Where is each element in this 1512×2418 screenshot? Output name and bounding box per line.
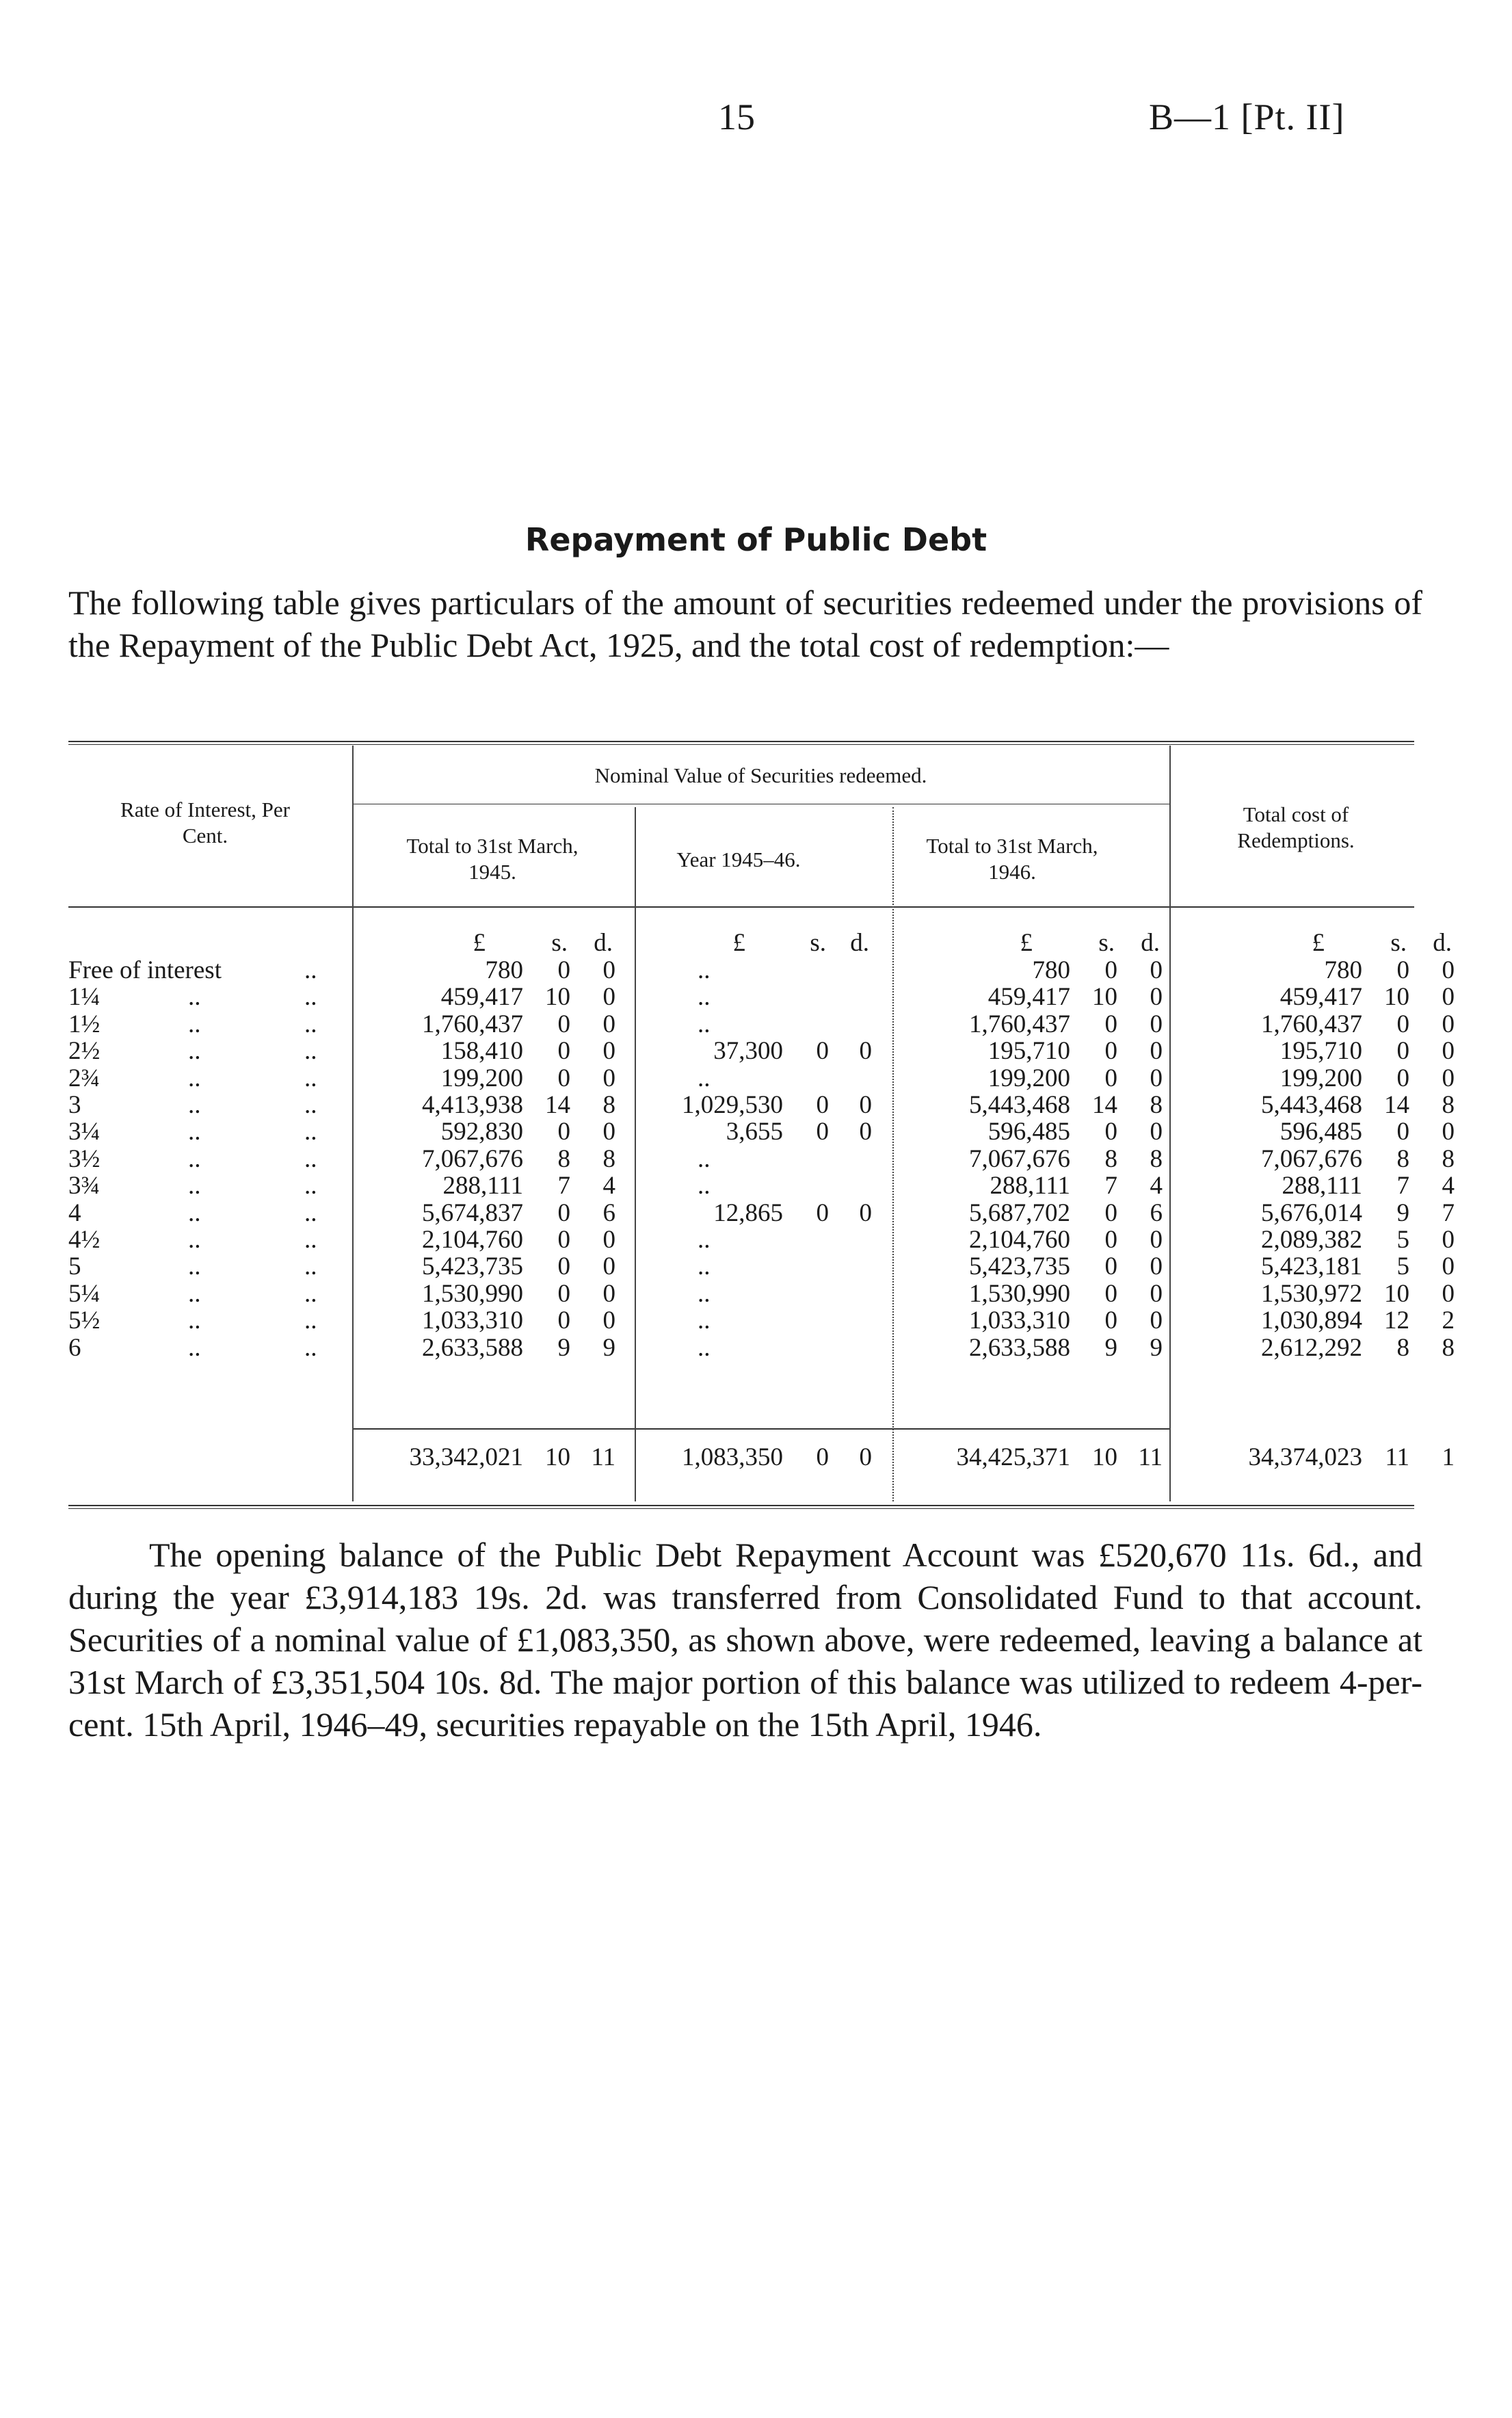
amount-shillings-d: 0 — [1396, 1118, 1409, 1146]
leader-dots: .. — [188, 1172, 201, 1200]
leader-dots: .. — [188, 1091, 201, 1119]
intro-paragraph: The following table gives particulars of the amount of securities redeemed under the provisions of the Repayment of the Public Debt Act, 1925, and the total cost of redemption:— — [68, 583, 1422, 664]
amount-shillings-c: 0 — [1104, 1064, 1117, 1092]
empty-cell-b: .. — [698, 1306, 711, 1335]
col-divider-4 — [1169, 746, 1171, 1501]
amount-pounds-d: 780 — [1324, 956, 1362, 984]
total-pounds-d: 34,374,023 — [1248, 1443, 1362, 1471]
amount-pounds-c: 195,710 — [987, 1037, 1070, 1065]
amount-shillings-d: 0 — [1396, 1037, 1409, 1065]
amount-shillings-a: 0 — [557, 1118, 570, 1146]
empty-cell-b: .. — [698, 1010, 711, 1038]
rate-cell: 1¼ — [68, 983, 101, 1011]
leader-dots: .. — [304, 983, 317, 1011]
amount-shillings-c: 0 — [1104, 1226, 1117, 1254]
rate-cell: 2¾ — [68, 1064, 101, 1092]
amount-shillings-d: 5 — [1396, 1252, 1409, 1280]
amount-shillings-a: 0 — [557, 1226, 570, 1254]
amount-pounds-b: 1,029,530 — [682, 1091, 783, 1119]
unit-pound-b: £ — [732, 929, 745, 957]
amount-pence-c: 0 — [1150, 1010, 1163, 1038]
table-top-rule-2 — [68, 744, 1414, 745]
amount-pounds-c: 5,423,735 — [969, 1252, 1070, 1280]
amount-pence-c: 0 — [1150, 1037, 1163, 1065]
amount-pounds-a: 1,530,990 — [422, 1280, 523, 1308]
amount-shillings-c: 0 — [1104, 1037, 1117, 1065]
amount-shillings-a: 8 — [557, 1145, 570, 1173]
amount-pounds-c: 1,760,437 — [969, 1010, 1070, 1038]
rate-cell: 5½ — [68, 1306, 101, 1335]
unit-pound-d: £ — [1312, 929, 1325, 957]
amount-pounds-c: 459,417 — [987, 983, 1070, 1011]
amount-pounds-c: 288,111 — [990, 1172, 1070, 1200]
amount-pence-d: 0 — [1442, 1252, 1455, 1280]
leader-dots: .. — [304, 1010, 317, 1038]
leader-dots: .. — [304, 1145, 317, 1173]
empty-cell-b: .. — [698, 956, 711, 984]
amount-pounds-d: 1,530,972 — [1261, 1280, 1362, 1308]
amount-pence-c: 0 — [1150, 956, 1163, 984]
amount-pounds-c: 5,443,468 — [969, 1091, 1070, 1119]
total-pence-d: 1 — [1442, 1443, 1455, 1471]
amount-pence-d: 0 — [1442, 1064, 1455, 1092]
amount-pounds-c: 199,200 — [987, 1064, 1070, 1092]
rate-cell: 1½ — [68, 1010, 101, 1038]
leader-dots: .. — [188, 983, 201, 1011]
rate-cell: Free of interest — [68, 956, 222, 984]
leader-dots: .. — [304, 1091, 317, 1119]
amount-shillings-c: 0 — [1104, 1280, 1117, 1308]
amount-pence-c: 0 — [1150, 983, 1163, 1011]
amount-pounds-a: 2,104,760 — [422, 1226, 523, 1254]
amount-shillings-d: 0 — [1396, 956, 1409, 984]
amount-shillings-d: 10 — [1384, 983, 1409, 1011]
amount-shillings-a: 7 — [557, 1172, 570, 1200]
leader-dots: .. — [188, 1145, 201, 1173]
amount-shillings-d: 5 — [1396, 1226, 1409, 1254]
amount-shillings-c: 14 — [1092, 1091, 1117, 1119]
amount-pounds-a: 7,067,676 — [422, 1145, 523, 1173]
unit-s-c: s. — [1098, 929, 1115, 957]
amount-shillings-b: 0 — [816, 1091, 829, 1119]
amount-pence-c: 8 — [1150, 1145, 1163, 1173]
amount-shillings-c: 0 — [1104, 1252, 1117, 1280]
empty-cell-b: .. — [698, 983, 711, 1011]
amount-pounds-a: 5,674,837 — [422, 1199, 523, 1227]
amount-pounds-d: 7,067,676 — [1261, 1145, 1362, 1173]
leader-dots: .. — [188, 1306, 201, 1335]
amount-pounds-c: 780 — [1032, 956, 1070, 984]
unit-d-a: d. — [594, 929, 613, 957]
unit-d-c: d. — [1141, 929, 1160, 957]
amount-pence-a: 0 — [602, 1037, 615, 1065]
amount-pence-b: 0 — [859, 1037, 872, 1065]
amount-pounds-a: 158,410 — [440, 1037, 523, 1065]
amount-shillings-d: 0 — [1396, 1064, 1409, 1092]
amount-pence-b: 0 — [859, 1091, 872, 1119]
page-number: 15 — [718, 96, 755, 137]
amount-shillings-a: 0 — [557, 956, 570, 984]
amount-shillings-c: 0 — [1104, 956, 1117, 984]
leader-dots: .. — [188, 1118, 201, 1146]
leader-dots: .. — [188, 1010, 201, 1038]
amount-pounds-d: 596,485 — [1279, 1118, 1362, 1146]
amount-pounds-b: 37,300 — [713, 1037, 783, 1065]
amount-pence-a: 0 — [602, 1010, 615, 1038]
leader-dots: .. — [188, 1226, 201, 1254]
total-pence-b: 0 — [859, 1443, 872, 1471]
total-shillings-b: 0 — [816, 1443, 829, 1471]
amount-pence-b: 0 — [859, 1118, 872, 1146]
amount-shillings-d: 9 — [1396, 1199, 1409, 1227]
amount-pounds-d: 2,612,292 — [1261, 1334, 1362, 1362]
amount-pence-c: 0 — [1150, 1252, 1163, 1280]
leader-dots: .. — [304, 1306, 317, 1335]
amount-pence-d: 8 — [1442, 1091, 1455, 1119]
amount-pence-a: 8 — [602, 1091, 615, 1119]
amount-pence-a: 0 — [602, 1226, 615, 1254]
amount-pence-c: 0 — [1150, 1118, 1163, 1146]
amount-shillings-d: 7 — [1396, 1172, 1409, 1200]
header-rate: Rate of Interest, Per Cent. — [120, 798, 290, 847]
total-pounds-c: 34,425,371 — [956, 1443, 1070, 1471]
amount-pounds-d: 1,030,894 — [1261, 1306, 1362, 1335]
amount-pence-c: 0 — [1150, 1306, 1163, 1335]
amount-pounds-c: 5,687,702 — [969, 1199, 1070, 1227]
amount-pence-c: 4 — [1150, 1172, 1163, 1200]
header-year: Year 1945–46. — [676, 847, 801, 871]
amount-shillings-d: 8 — [1396, 1145, 1409, 1173]
amount-pence-a: 0 — [602, 983, 615, 1011]
amount-pence-d: 0 — [1442, 1280, 1455, 1308]
rate-cell: 3¾ — [68, 1172, 101, 1200]
table-bottom-rule-2 — [68, 1508, 1414, 1509]
amount-shillings-c: 7 — [1104, 1172, 1117, 1200]
leader-dots: .. — [304, 1226, 317, 1254]
amount-pounds-c: 2,633,588 — [969, 1334, 1070, 1362]
unit-pound-a: £ — [473, 929, 486, 957]
col-divider-1 — [352, 746, 354, 1501]
unit-d-b: d. — [850, 929, 869, 957]
rate-cell: 2½ — [68, 1037, 101, 1065]
amount-pence-a: 0 — [602, 1280, 615, 1308]
amount-pence-a: 0 — [602, 1118, 615, 1146]
leader-dots: .. — [304, 1334, 317, 1362]
amount-shillings-a: 0 — [557, 1199, 570, 1227]
rate-cell: 3 — [68, 1091, 81, 1119]
amount-shillings-a: 10 — [545, 983, 570, 1011]
rate-cell: 4½ — [68, 1226, 101, 1254]
unit-s-d: s. — [1390, 929, 1407, 957]
amount-pence-a: 8 — [602, 1145, 615, 1173]
amount-shillings-d: 10 — [1384, 1280, 1409, 1308]
amount-pounds-a: 780 — [485, 956, 523, 984]
amount-pence-c: 8 — [1150, 1091, 1163, 1119]
leader-dots: .. — [188, 1064, 201, 1092]
header-total-1945: Total to 31st March, 1945. — [406, 834, 579, 884]
unit-pound-c: £ — [1020, 929, 1033, 957]
amount-pence-d: 7 — [1442, 1199, 1455, 1227]
amount-pounds-d: 1,760,437 — [1261, 1010, 1362, 1038]
unit-s-b: s. — [810, 929, 826, 957]
empty-cell-b: .. — [698, 1064, 711, 1092]
amount-shillings-a: 0 — [557, 1252, 570, 1280]
total-shillings-c: 10 — [1092, 1443, 1117, 1471]
leader-dots: .. — [304, 1064, 317, 1092]
page-reference: B—1 [Pt. II] — [1149, 96, 1345, 137]
amount-pence-c: 6 — [1150, 1199, 1163, 1227]
amount-pounds-d: 5,676,014 — [1261, 1199, 1362, 1227]
amount-pounds-d: 5,443,468 — [1261, 1091, 1362, 1119]
amount-pounds-c: 596,485 — [987, 1118, 1070, 1146]
rate-cell: 3¼ — [68, 1118, 101, 1146]
header-total-1946: Total to 31st March, 1946. — [926, 834, 1098, 884]
amount-pounds-a: 1,033,310 — [422, 1306, 523, 1335]
total-pounds-b: 1,083,350 — [682, 1443, 783, 1471]
amount-shillings-c: 0 — [1104, 1010, 1117, 1038]
total-shillings-d: 11 — [1385, 1443, 1409, 1471]
amount-pence-a: 0 — [602, 956, 615, 984]
empty-cell-b: .. — [698, 1334, 711, 1362]
total-pounds-a: 33,342,021 — [409, 1443, 523, 1471]
amount-pounds-a: 288,111 — [442, 1172, 523, 1200]
leader-dots: .. — [188, 1037, 201, 1065]
amount-pounds-c: 7,067,676 — [969, 1145, 1070, 1173]
amount-shillings-a: 0 — [557, 1064, 570, 1092]
header-nominal: Nominal Value of Securities redeemed. — [594, 763, 927, 787]
amount-pence-d: 0 — [1442, 983, 1455, 1011]
total-pence-a: 11 — [591, 1443, 615, 1471]
amount-pence-a: 0 — [602, 1252, 615, 1280]
amount-pence-c: 0 — [1150, 1280, 1163, 1308]
amount-pence-d: 2 — [1442, 1306, 1455, 1335]
amount-pence-d: 0 — [1442, 956, 1455, 984]
amount-pence-d: 0 — [1442, 1010, 1455, 1038]
amount-pounds-b: 12,865 — [713, 1199, 783, 1227]
amount-shillings-c: 0 — [1104, 1118, 1117, 1146]
closing-paragraph: The opening balance of the Public Debt Repayment Account was £520,670 11s. 6d., and during the year £3,914,183 19s. 2d. was transferred from Consolidated Fund to that account. Securities of a nominal value of £1,083,350, as shown above, were redeemed, leaving a balance at 31st March of £3,351,504 10s. 8d. The major portion of this balance was utilized to redeem 4-per-cent. 15th April, 1946–49, securities repayable on the 15th April, 1946. — [68, 1536, 1422, 1744]
amount-shillings-a: 0 — [557, 1010, 570, 1038]
col-divider-2 — [635, 807, 636, 1501]
empty-cell-b: .. — [698, 1172, 711, 1200]
amount-pounds-d: 2,089,382 — [1261, 1226, 1362, 1254]
rate-cell: 4 — [68, 1199, 81, 1227]
amount-pounds-c: 1,530,990 — [969, 1280, 1070, 1308]
amount-shillings-c: 0 — [1104, 1199, 1117, 1227]
amount-pounds-a: 459,417 — [440, 983, 523, 1011]
amount-pence-c: 0 — [1150, 1064, 1163, 1092]
amount-shillings-c: 10 — [1092, 983, 1117, 1011]
leader-dots: .. — [304, 1037, 317, 1065]
amount-shillings-c: 9 — [1104, 1334, 1117, 1362]
amount-shillings-a: 0 — [557, 1280, 570, 1308]
amount-pence-a: 0 — [602, 1306, 615, 1335]
col-divider-3 — [892, 807, 894, 1501]
amount-shillings-a: 0 — [557, 1306, 570, 1335]
rate-cell: 3½ — [68, 1145, 101, 1173]
amount-pence-d: 8 — [1442, 1145, 1455, 1173]
leader-dots: .. — [304, 1172, 317, 1200]
amount-pence-c: 9 — [1150, 1334, 1163, 1362]
amount-pounds-d: 459,417 — [1279, 983, 1362, 1011]
amount-pounds-a: 592,830 — [440, 1118, 523, 1146]
amount-pounds-a: 5,423,735 — [422, 1252, 523, 1280]
table-bottom-rule — [68, 1505, 1414, 1506]
empty-cell-b: .. — [698, 1252, 711, 1280]
amount-pounds-d: 195,710 — [1279, 1037, 1362, 1065]
leader-dots: .. — [188, 1252, 201, 1280]
unit-d-d: d. — [1433, 929, 1452, 957]
empty-cell-b: .. — [698, 1145, 711, 1173]
amount-pence-d: 0 — [1442, 1118, 1455, 1146]
amount-pounds-a: 2,633,588 — [422, 1334, 523, 1362]
leader-dots: .. — [188, 1334, 201, 1362]
amount-pence-a: 0 — [602, 1064, 615, 1092]
amount-shillings-b: 0 — [816, 1118, 829, 1146]
empty-cell-b: .. — [698, 1226, 711, 1254]
amount-pence-c: 0 — [1150, 1226, 1163, 1254]
amount-pounds-c: 1,033,310 — [969, 1306, 1070, 1335]
amount-pence-a: 6 — [602, 1199, 615, 1227]
amount-shillings-c: 0 — [1104, 1306, 1117, 1335]
total-shillings-a: 10 — [545, 1443, 570, 1471]
amount-pence-a: 9 — [602, 1334, 615, 1362]
amount-shillings-d: 0 — [1396, 1010, 1409, 1038]
rate-cell: 6 — [68, 1334, 81, 1362]
leader-dots: .. — [304, 956, 317, 984]
unit-s-a: s. — [551, 929, 568, 957]
amount-pounds-a: 1,760,437 — [422, 1010, 523, 1038]
amount-pounds-d: 288,111 — [1282, 1172, 1362, 1200]
amount-pence-d: 0 — [1442, 1037, 1455, 1065]
table-top-rule — [68, 741, 1414, 742]
amount-pence-d: 0 — [1442, 1226, 1455, 1254]
amount-pounds-b: 3,655 — [726, 1118, 783, 1146]
amount-shillings-d: 12 — [1384, 1306, 1409, 1335]
amount-shillings-b: 0 — [816, 1037, 829, 1065]
totals-rule — [352, 1428, 1169, 1430]
amount-shillings-d: 14 — [1384, 1091, 1409, 1119]
amount-shillings-a: 0 — [557, 1037, 570, 1065]
amount-pounds-a: 199,200 — [440, 1064, 523, 1092]
table-header-rule — [68, 906, 1414, 908]
empty-cell-b: .. — [698, 1280, 711, 1308]
leader-dots: .. — [304, 1118, 317, 1146]
amount-shillings-c: 8 — [1104, 1145, 1117, 1173]
amount-pounds-d: 5,423,181 — [1261, 1252, 1362, 1280]
amount-pounds-d: 199,200 — [1279, 1064, 1362, 1092]
header-cost: Total cost of Redemptions. — [1237, 802, 1355, 852]
amount-pounds-a: 4,413,938 — [422, 1091, 523, 1119]
leader-dots: .. — [188, 1280, 201, 1308]
rate-cell: 5 — [68, 1252, 81, 1280]
amount-pence-d: 4 — [1442, 1172, 1455, 1200]
section-title: Repayment of Public Debt — [525, 521, 987, 558]
amount-shillings-d: 8 — [1396, 1334, 1409, 1362]
amount-pence-a: 4 — [602, 1172, 615, 1200]
amount-shillings-a: 14 — [545, 1091, 570, 1119]
amount-shillings-a: 9 — [557, 1334, 570, 1362]
rate-cell: 5¼ — [68, 1280, 101, 1308]
amount-pence-d: 8 — [1442, 1334, 1455, 1362]
leader-dots: .. — [304, 1280, 317, 1308]
leader-dots: .. — [188, 1199, 201, 1227]
amount-pounds-c: 2,104,760 — [969, 1226, 1070, 1254]
leader-dots: .. — [304, 1199, 317, 1227]
leader-dots: .. — [304, 1252, 317, 1280]
amount-pence-b: 0 — [859, 1199, 872, 1227]
total-pence-c: 11 — [1138, 1443, 1163, 1471]
amount-shillings-b: 0 — [816, 1199, 829, 1227]
